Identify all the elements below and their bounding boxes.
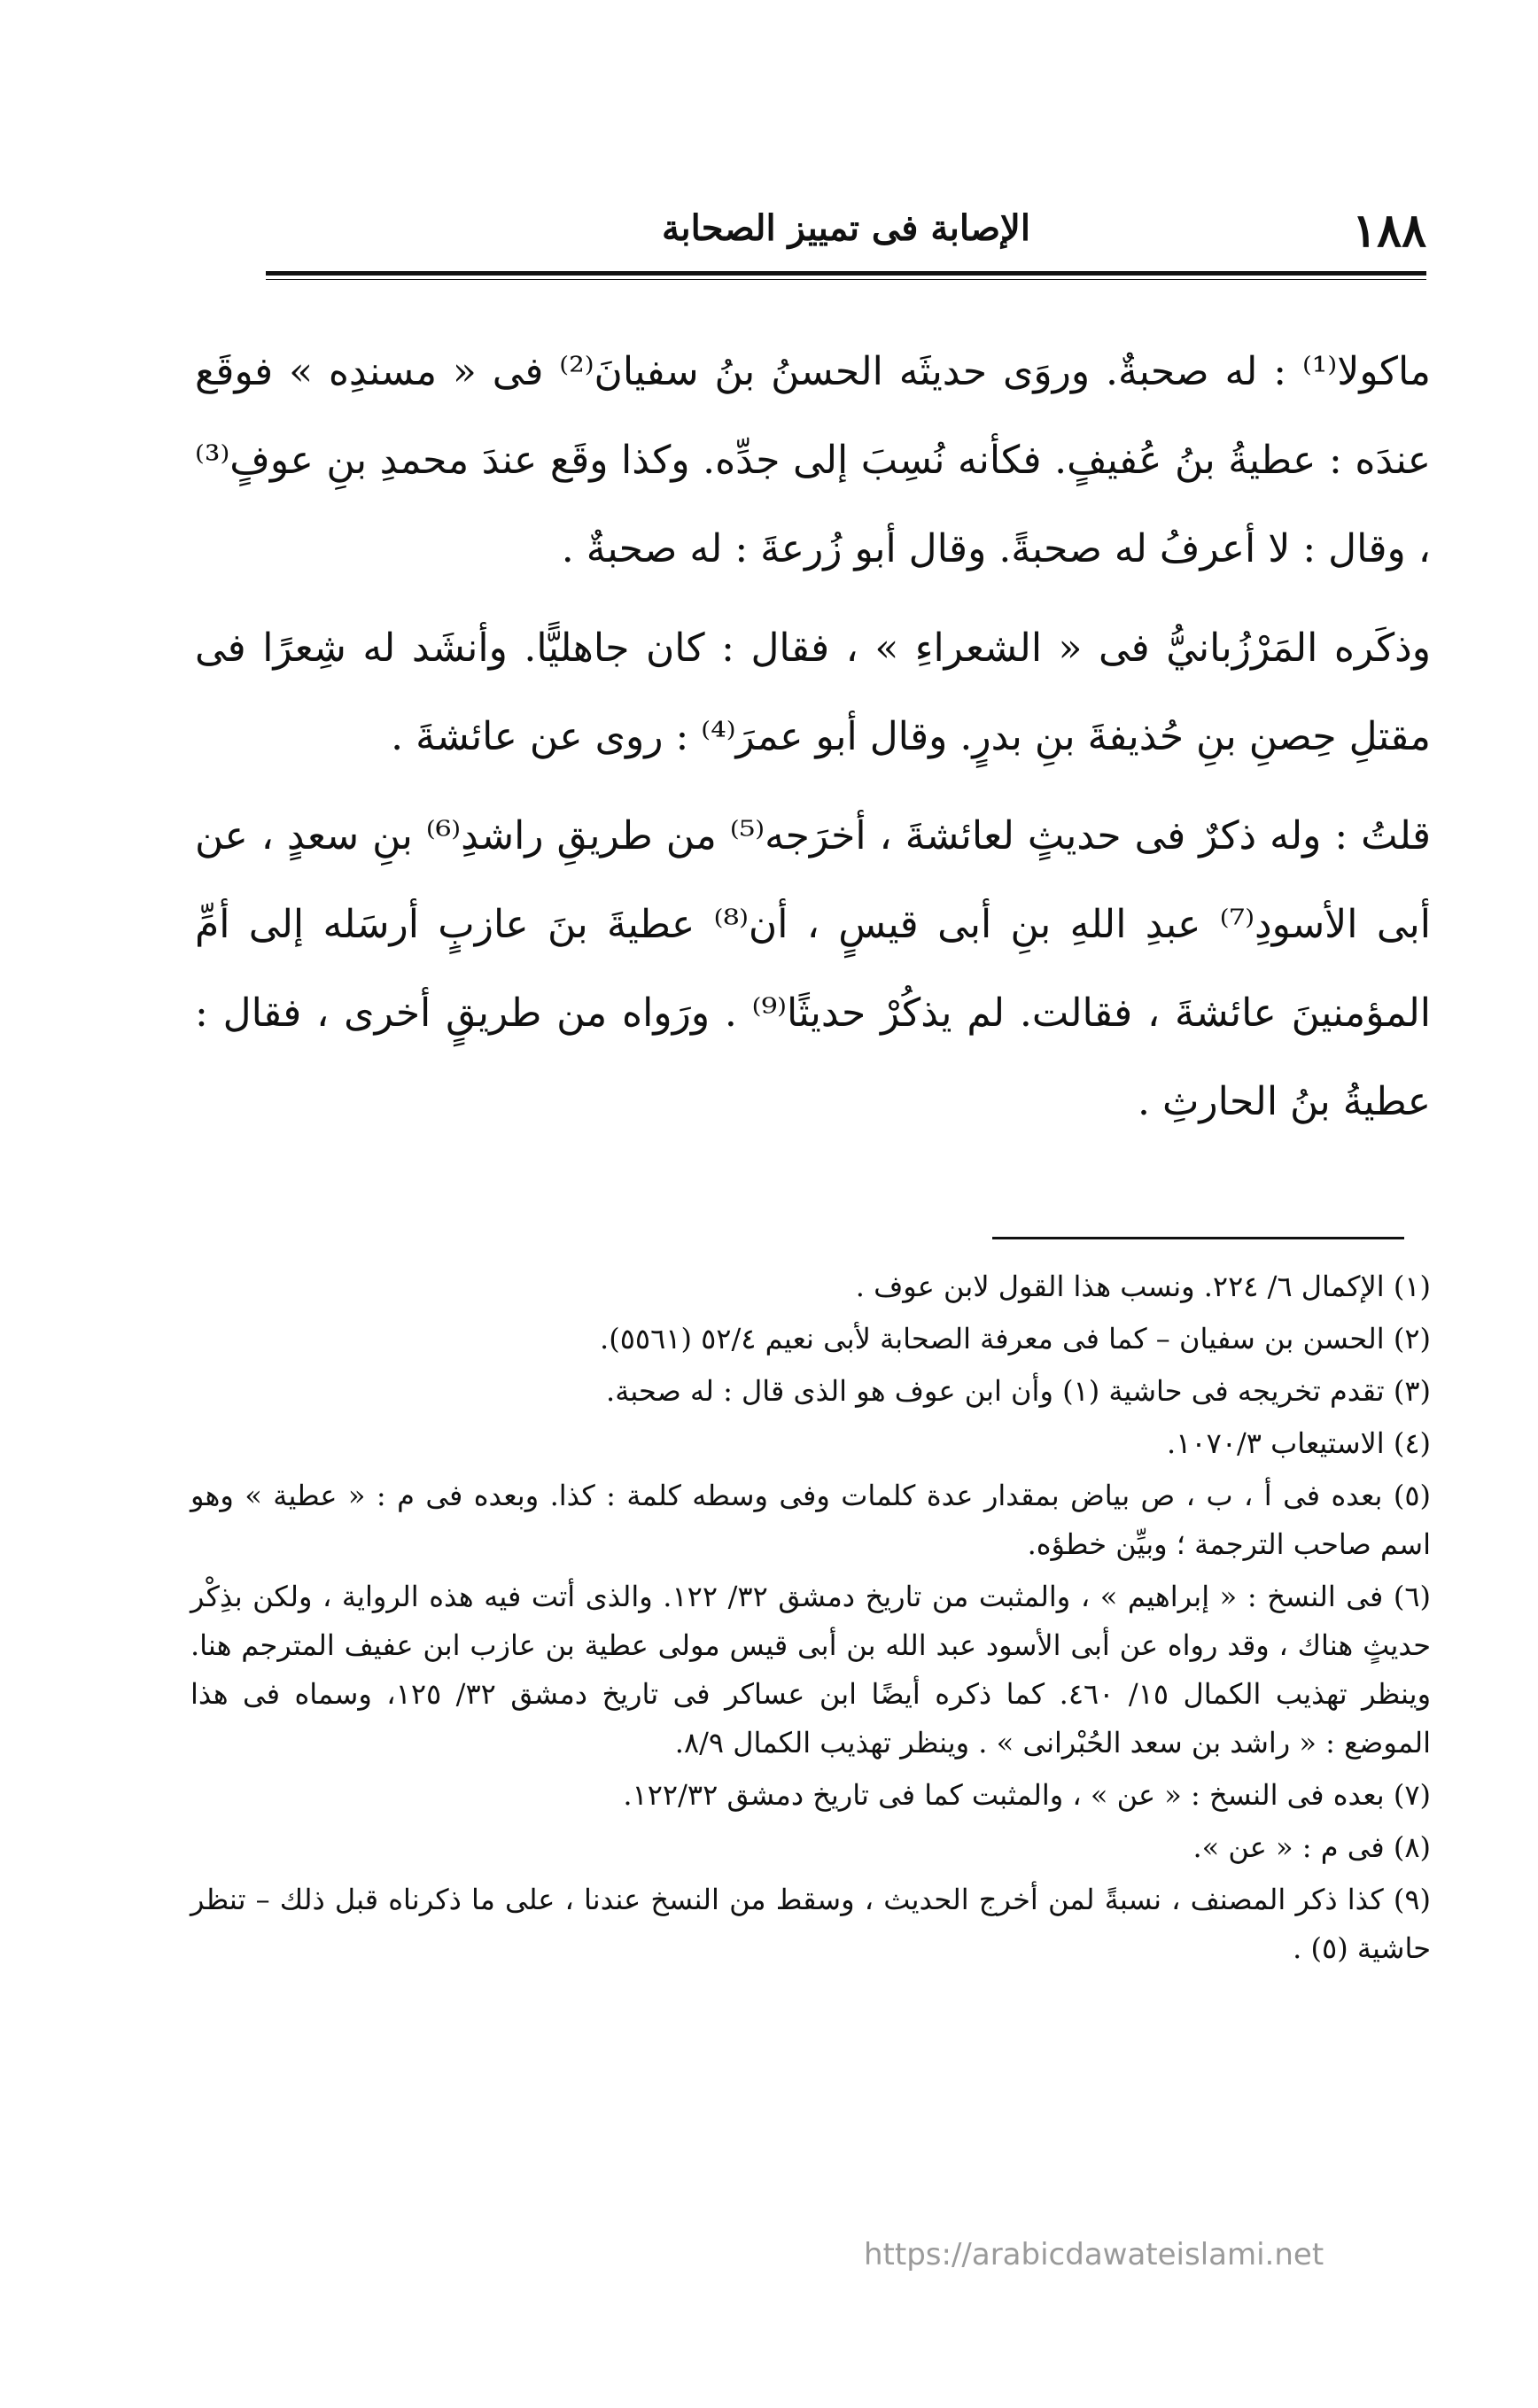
footnote-6: (٦) فى النسخ : « إبراهيم » ، والمثبت من تاريخ دمشق ٣٢/ ١٢٢. والذى أتت فيه هذه الرواية ، ولكن بذِكْر حديثٍ هناك ، وقد رواه عن أبى الأسود عبد الله بن أبى قيس مولى عطية بن عازب ابن عفيف المترجم هنا. وينظر تهذيب الكمال ١٥/ ٤٦٠. كما ذكره أيضًا ابن عساكر فى تاريخ دمشق ٣٢/ ١٢٥، وسماه فى هذا الموضع : « راشد بن سعد الحُبْرانى » . وينظر تهذيب الكمال ٨/٩. xyxy=(190,1580,1432,1759)
footnote-8: (٨) فى م : « عن ». xyxy=(1192,1830,1431,1864)
footnotes xyxy=(190,1262,1431,1977)
page-header xyxy=(266,197,1426,276)
footnote-9: (٩) كذا ذكر المصنف ، نسبةً لمن أخرج الحديث ، وسقط من النسخ عندنا ، على ما ذكرناه قبل ذلك – تنظر حاشية (٥) . xyxy=(190,1883,1431,1965)
footnote-2: (٢) الحسن بن سفيان – كما فى معرفة الصحابة لأبى نعيم ٥٢/٤ (٥٥٦١). xyxy=(600,1322,1431,1355)
footnote-1: (١) الإكمال ٦/ ٢٢٤. ونسب هذا القول لابن عوف . xyxy=(855,1270,1431,1303)
main-text xyxy=(195,328,1431,1157)
footnote-3: (٣) تقدم تخريجه فى حاشية (١) وأن ابن عوف هو الذى قال : له صحبة. xyxy=(606,1374,1431,1408)
footnote-7: (٧) بعده فى النسخ : « عن » ، والمثبت كما فى تاريخ دمشق ١٢٢/٣٢. xyxy=(623,1778,1431,1812)
page-number: ١٨٨ xyxy=(1352,204,1426,258)
footnote-4: (٤) الاستيعاب ١٠٧٠/٣. xyxy=(1167,1426,1431,1460)
running-title: الإصابة فى تمييز الصحابة xyxy=(662,207,1030,249)
main-paragraph: ماكولا⁽¹⁾ : له صحبةٌ. وروَى حديثَه الحسنُ بنُ سفيانَ⁽²⁾ فى « مسندِه » فوقَع عندَه : عطيةُ بنُ عُفيفٍ. فكأنه نُسِبَ إلى جدِّه. وكذا وقَع عندَ محمدِ بنِ عوفٍ⁽³⁾ ، وقال : لا أعرفُ له صحبةً. وقال أبو زُرعةَ : له صحبةٌ . xyxy=(195,349,1431,571)
main-paragraph: وذكَره المَرْزُبانيُّ فى « الشعراءِ » ، فقال : كان جاهليًّا. وأنشَد له شِعرًا فى مقتلِ حِصنِ بنِ حُذيفةَ بنِ بدرٍ. وقال أبو عمرَ⁽⁴⁾ : روى عن عائشةَ . xyxy=(195,625,1431,759)
footnote-5: (٥) بعده فى أ ، ب ، ص بياض بمقدار عدة كلمات وفى وسطه كلمة : كذا. وبعده فى م : « عطية » وهو اسم صاحب الترجمة ؛ وبيِّن خطؤه. xyxy=(190,1479,1431,1561)
footnote-separator xyxy=(992,1237,1404,1239)
header-rule xyxy=(266,271,1426,280)
website-watermark: https://arabicdawateislami.net xyxy=(864,2237,1324,2272)
main-paragraph: قلتُ : وله ذكرٌ فى حديثٍ لعائشةَ ، أخرَجه⁽⁵⁾ من طريقِ راشدِ⁽⁶⁾ بنِ سعدٍ ، عن أبى الأسودِ⁽⁷⁾ عبدِ اللهِ بنِ أبى قيسٍ ، أن⁽⁸⁾ عطيةَ بنَ عازبٍ أرسَله إلى أمِّ المؤمنينَ عائشةَ ، فقالت. لم يذكُرْ حديثًا⁽⁹⁾ . ورَواه من طريقٍ أخرى ، فقال : عطيةُ بنُ الحارثِ . xyxy=(195,813,1431,1124)
